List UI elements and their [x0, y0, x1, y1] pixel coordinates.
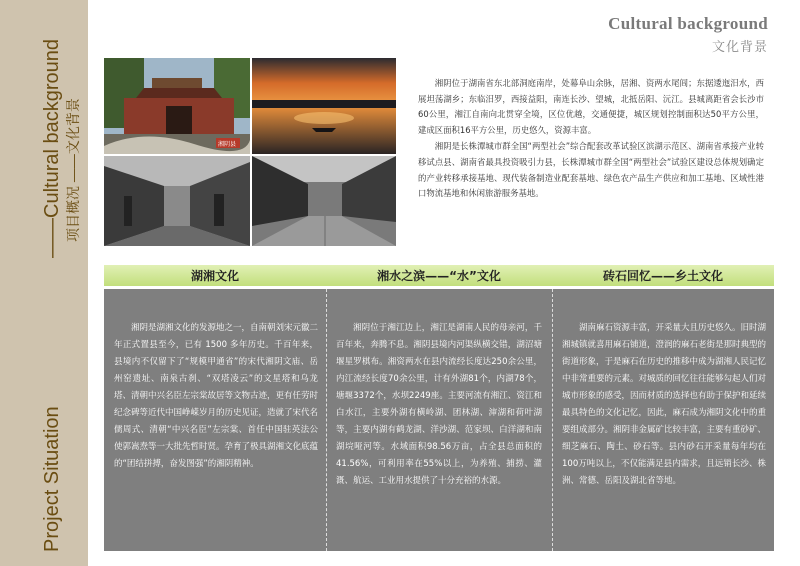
- photo-stone-street: [252, 156, 396, 246]
- section-text-huxiang: [114, 320, 318, 473]
- sidebar-title-cn: 项目概况 ——文化背景: [65, 98, 81, 242]
- intro-text: [418, 76, 764, 203]
- header-title-en: Cultural background: [608, 14, 768, 33]
- section-text-water: [336, 320, 542, 490]
- section-paragraph: 湘阴位于湘江边上，湘江是湖南人民的母亲河，千百年来，奔腾不息。湘阴县境内河渠纵横交错，湖沼塘堰星罗棋布。湘资两水在县内流经长度达250余公里，内江流经长度70余公里，计有外湖81个，内湖78个，塘堰3372个，水坝2249座。主要河流有湘江、资江和白水江，主要外湖有横岭湖、团林湖、渖湖和荷叶湖等，主要内湖有鹤龙湖、洋沙湖、范家坝、白洋湖和南湖垸哑河等。水域面积98.56万亩，占全县总面积的41.56%，可利用率在55%以上，为养殖、捕捞、灌溉、航运、工业用水提供了十分充裕的水源。: [336, 323, 542, 486]
- photo-old-street: [104, 156, 250, 246]
- column-divider: [326, 289, 327, 551]
- intro-paragraph-2: 湘阴是长株潭城市群全国“两型社会”综合配套改革试验区滨湖示范区、湖南省承接产业转移试点县、湖南省最具投资吸引力县，长株潭城市群全国“两型社会”试验区建设总体规划确定的产业转移承接基地、现代装备制造业配套基地、绿色农产品生产供应和加工基地、区域性港口物流基地和休闲旅游服务基地。: [418, 141, 764, 199]
- sidebar-title-en-2: ——Cultural background: [41, 39, 63, 258]
- section-paragraph: 湖南麻石资源丰富，开采量大且历史悠久。旧时湖湘城镇就喜用麻石铺道，澄润的麻石老街是那时典型的街道形象，于是麻石在历史的推移中成为湖湘人民记忆中非常重要的元素。对城质的回忆往往能够勾起人们对城市形象的感受，因而材质的选择也有助于保护和延续最具特色的文化记忆，因此，麻石成为湘阴文化中的重要组成部分。湘阴非金属矿比较丰富，主要有重砂矿、细芝麻石、陶土、砂石等。县内砂石开采量每年均在100万吨以上，不仅能满足县内需求，且远销长沙、株洲、常德、岳阳及湖北省等地。: [562, 323, 767, 486]
- section-title-huxiang: 湖湘文化: [190, 269, 239, 283]
- photo-sunset-lake: [252, 58, 396, 154]
- sidebar-title: [40, 39, 81, 552]
- sidebar-title-en-1: Project Situation: [41, 406, 63, 552]
- column-divider: [552, 289, 553, 551]
- section-title-water: 湘水之滨——“水”文化: [377, 269, 501, 283]
- header-title-cn: 文化背景: [711, 40, 768, 55]
- sidebar: [0, 0, 88, 566]
- intro-paragraph-1: 湘阴位于湖南省东北部洞庭南岸，处幕阜山余脉，居湘、资两水尾闾；东据逶迤汨水，西展坦荡湖乡；东临汨罗，西接益阳，南连长沙、望城，北抵岳阳、沅江。县城离距省会长沙市60公里，湘江自南向北贯穿全境，区位优越，交通便捷，城区规划控制面积达50平方公里，建成区面积16平方公里，历史悠久，资源丰富。: [418, 78, 764, 135]
- section-paragraph: 湘阴是湖湘文化的发源地之一，自南朝刘宋元徽二年正式置县至今，已有 1500 多年历史。千百年来，县境内不仅留下了“规模甲通省”的宋代湘阴文庙、岳州窑遗址、南泉古刹、“双塔凌云”的文星塔和乌龙塔、清朝中兴名臣左宗棠故居等文物古迹，更有任劳时纪念碑等近代中国峥嵘岁月的历史见证，造就了宋代名儒周式、清朝“中兴名臣”左宗棠、首任中国驻英法公使郭嵩焘等一大批先哲时贤。孕育了极具湖湘文化底蕴的“团结拼搏，奋发图强”的湘阴精神。: [114, 323, 319, 469]
- photo-sign: 湘阴县: [218, 141, 237, 148]
- photo-gate-archway: [104, 58, 250, 154]
- section-title-stone: 砖石回忆——乡土文化: [602, 269, 723, 283]
- section-text-stone: [562, 320, 766, 490]
